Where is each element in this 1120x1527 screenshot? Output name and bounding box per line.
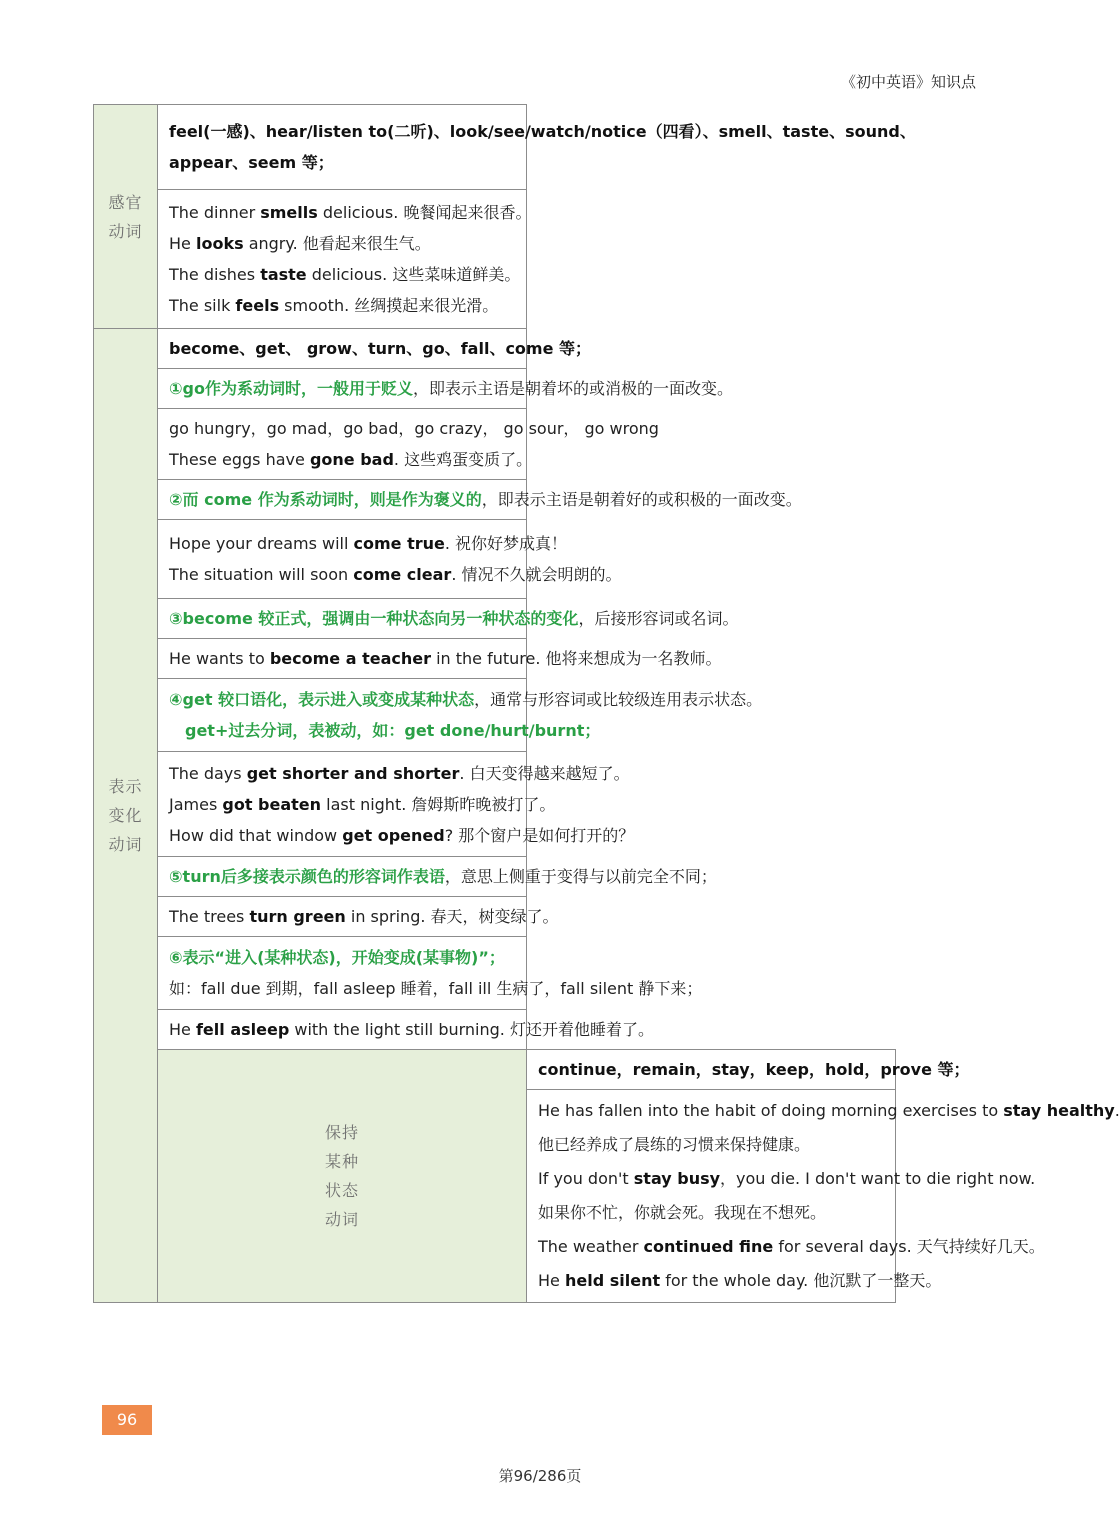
example-cell bbox=[158, 897, 559, 937]
table-row bbox=[94, 329, 896, 369]
table-row bbox=[94, 190, 896, 329]
verb-list-cell bbox=[527, 1050, 970, 1090]
verb-list-cell bbox=[158, 105, 916, 190]
example-sentence: He wants to become a teacher in the future. 他将来想成为一名教师。 bbox=[169, 649, 722, 668]
table-row bbox=[94, 369, 896, 409]
example-cell bbox=[158, 639, 722, 679]
example-sentence: The trees turn green in spring. 春天，树变绿了。 bbox=[169, 907, 559, 926]
document-header-title: 《初中英语》知识点 bbox=[840, 73, 976, 91]
usage-note: ④get 较口语化，表示进入或变成某种状态，通常与形容词或比较级连用表示状态。 bbox=[169, 690, 763, 709]
verb-list-line: appear、seem 等； bbox=[169, 153, 334, 172]
example-cell bbox=[527, 1090, 1120, 1303]
verb-list-line: feel(一感)、hear/listen to(二听)、look/see/watch/notice（四看）、smell、taste、sound、 bbox=[169, 122, 916, 141]
example-sentence: He held silent for the whole day. 他沉默了一整天。 bbox=[538, 1271, 942, 1290]
usage-note: get+过去分词，表被动，如：get done/hurt/burnt； bbox=[185, 721, 601, 740]
usage-note-cell bbox=[158, 937, 703, 1010]
table-row bbox=[94, 105, 896, 190]
category-cell bbox=[94, 105, 158, 329]
usage-note: ⑥表示“进入(某种状态)，开始变成(某事物)”； bbox=[169, 948, 505, 967]
example-translation: 他已经养成了晨练的习惯来保持健康。 bbox=[538, 1135, 811, 1154]
example-sentence: The silk feels smooth. 丝绸摸起来很光滑。 bbox=[169, 296, 499, 315]
usage-note-cell bbox=[158, 599, 739, 639]
example-sentence: How did that window get opened? 那个窗户是如何打开的？ bbox=[169, 825, 635, 845]
example-sentence: If you don't stay busy，you die. I don't want to die right now. bbox=[538, 1169, 1036, 1188]
table-row bbox=[94, 857, 896, 897]
table-row bbox=[94, 639, 896, 679]
example-sentence: The days get shorter and shorter. 白天变得越来越短了。 bbox=[169, 763, 630, 783]
category-label: 表示 变化 动词 bbox=[108, 777, 143, 854]
example-sentence: He fell asleep with the light still burning. 灯还开着他睡着了。 bbox=[169, 1020, 654, 1039]
category-cell bbox=[94, 329, 158, 1303]
verb-list-line: become、get、 grow、turn、go、fall、come 等； bbox=[169, 339, 592, 358]
example-sentence: Hope your dreams will come true. 祝你好梦成真！ bbox=[169, 534, 568, 553]
example-sentence: He looks angry. 他看起来很生气。 bbox=[169, 234, 431, 253]
table-row bbox=[94, 520, 896, 599]
example-sentence: He has fallen into the habit of doing morning exercises to stay healthy. bbox=[538, 1101, 1120, 1120]
usage-note-cell bbox=[158, 679, 763, 752]
table-row bbox=[94, 897, 896, 937]
example-sentence: The weather continued fine for several days. 天气持续好几天。 bbox=[538, 1237, 1045, 1256]
usage-note: ②而 come 作为系动词时，则是作为褒义的，即表示主语是朝着好的或积极的一面改变。 bbox=[169, 490, 802, 509]
phrase-list: 如：fall due 到期，fall asleep 睡着，fall ill 生病了，fall silent 静下来； bbox=[169, 979, 703, 998]
table-row bbox=[94, 937, 896, 1010]
usage-note: ③become 较正式，强调由一种状态向另一种状态的变化，后接形容词或名词。 bbox=[169, 609, 739, 628]
page-footer: 第96/286页 bbox=[498, 1467, 582, 1485]
phrase-list: go hungry，go mad，go bad，go crazy， go sour， go wrong bbox=[169, 419, 659, 438]
usage-note-cell bbox=[158, 480, 802, 520]
table-row bbox=[94, 409, 896, 480]
grammar-table bbox=[93, 104, 1120, 1303]
page-number-badge: 96 bbox=[102, 1405, 152, 1435]
example-sentence: The dinner smells delicious. 晚餐闻起来很香。 bbox=[169, 203, 532, 222]
table-row bbox=[94, 480, 896, 520]
category-cell bbox=[158, 1050, 527, 1303]
usage-note-cell bbox=[158, 369, 734, 409]
example-cell bbox=[158, 1010, 654, 1050]
example-sentence: These eggs have gone bad. 这些鸡蛋变质了。 bbox=[169, 450, 533, 469]
example-sentence: The dishes taste delicious. 这些菜味道鲜美。 bbox=[169, 265, 521, 284]
example-cell bbox=[158, 520, 622, 599]
table-row bbox=[94, 1050, 896, 1090]
usage-note-cell bbox=[158, 857, 717, 897]
table-row bbox=[94, 599, 896, 639]
example-cell bbox=[158, 752, 635, 857]
usage-note: ①go作为系动词时，一般用于贬义，即表示主语是朝着坏的或消极的一面改变。 bbox=[169, 379, 734, 398]
usage-note: ⑤turn后多接表示颜色的形容词作表语，意思上侧重于变得与以前完全不同； bbox=[169, 867, 717, 886]
example-cell bbox=[158, 190, 532, 329]
table-row bbox=[94, 679, 896, 752]
example-translation: 如果你不忙，你就会死。我现在不想死。 bbox=[538, 1203, 827, 1222]
verb-list-line: continue，remain，stay，keep，hold，prove 等； bbox=[538, 1060, 970, 1079]
table-row bbox=[94, 1010, 896, 1050]
example-sentence: The situation will soon come clear. 情况不久就会明朗的。 bbox=[169, 565, 622, 584]
example-sentence: James got beaten last night. 詹姆斯昨晚被打了。 bbox=[169, 794, 556, 814]
example-cell bbox=[158, 409, 659, 480]
category-label: 保持 某种 状态 动词 bbox=[324, 1123, 359, 1229]
table-row bbox=[94, 752, 896, 857]
category-label: 感官 动词 bbox=[108, 192, 143, 241]
verb-list-cell bbox=[158, 329, 592, 369]
